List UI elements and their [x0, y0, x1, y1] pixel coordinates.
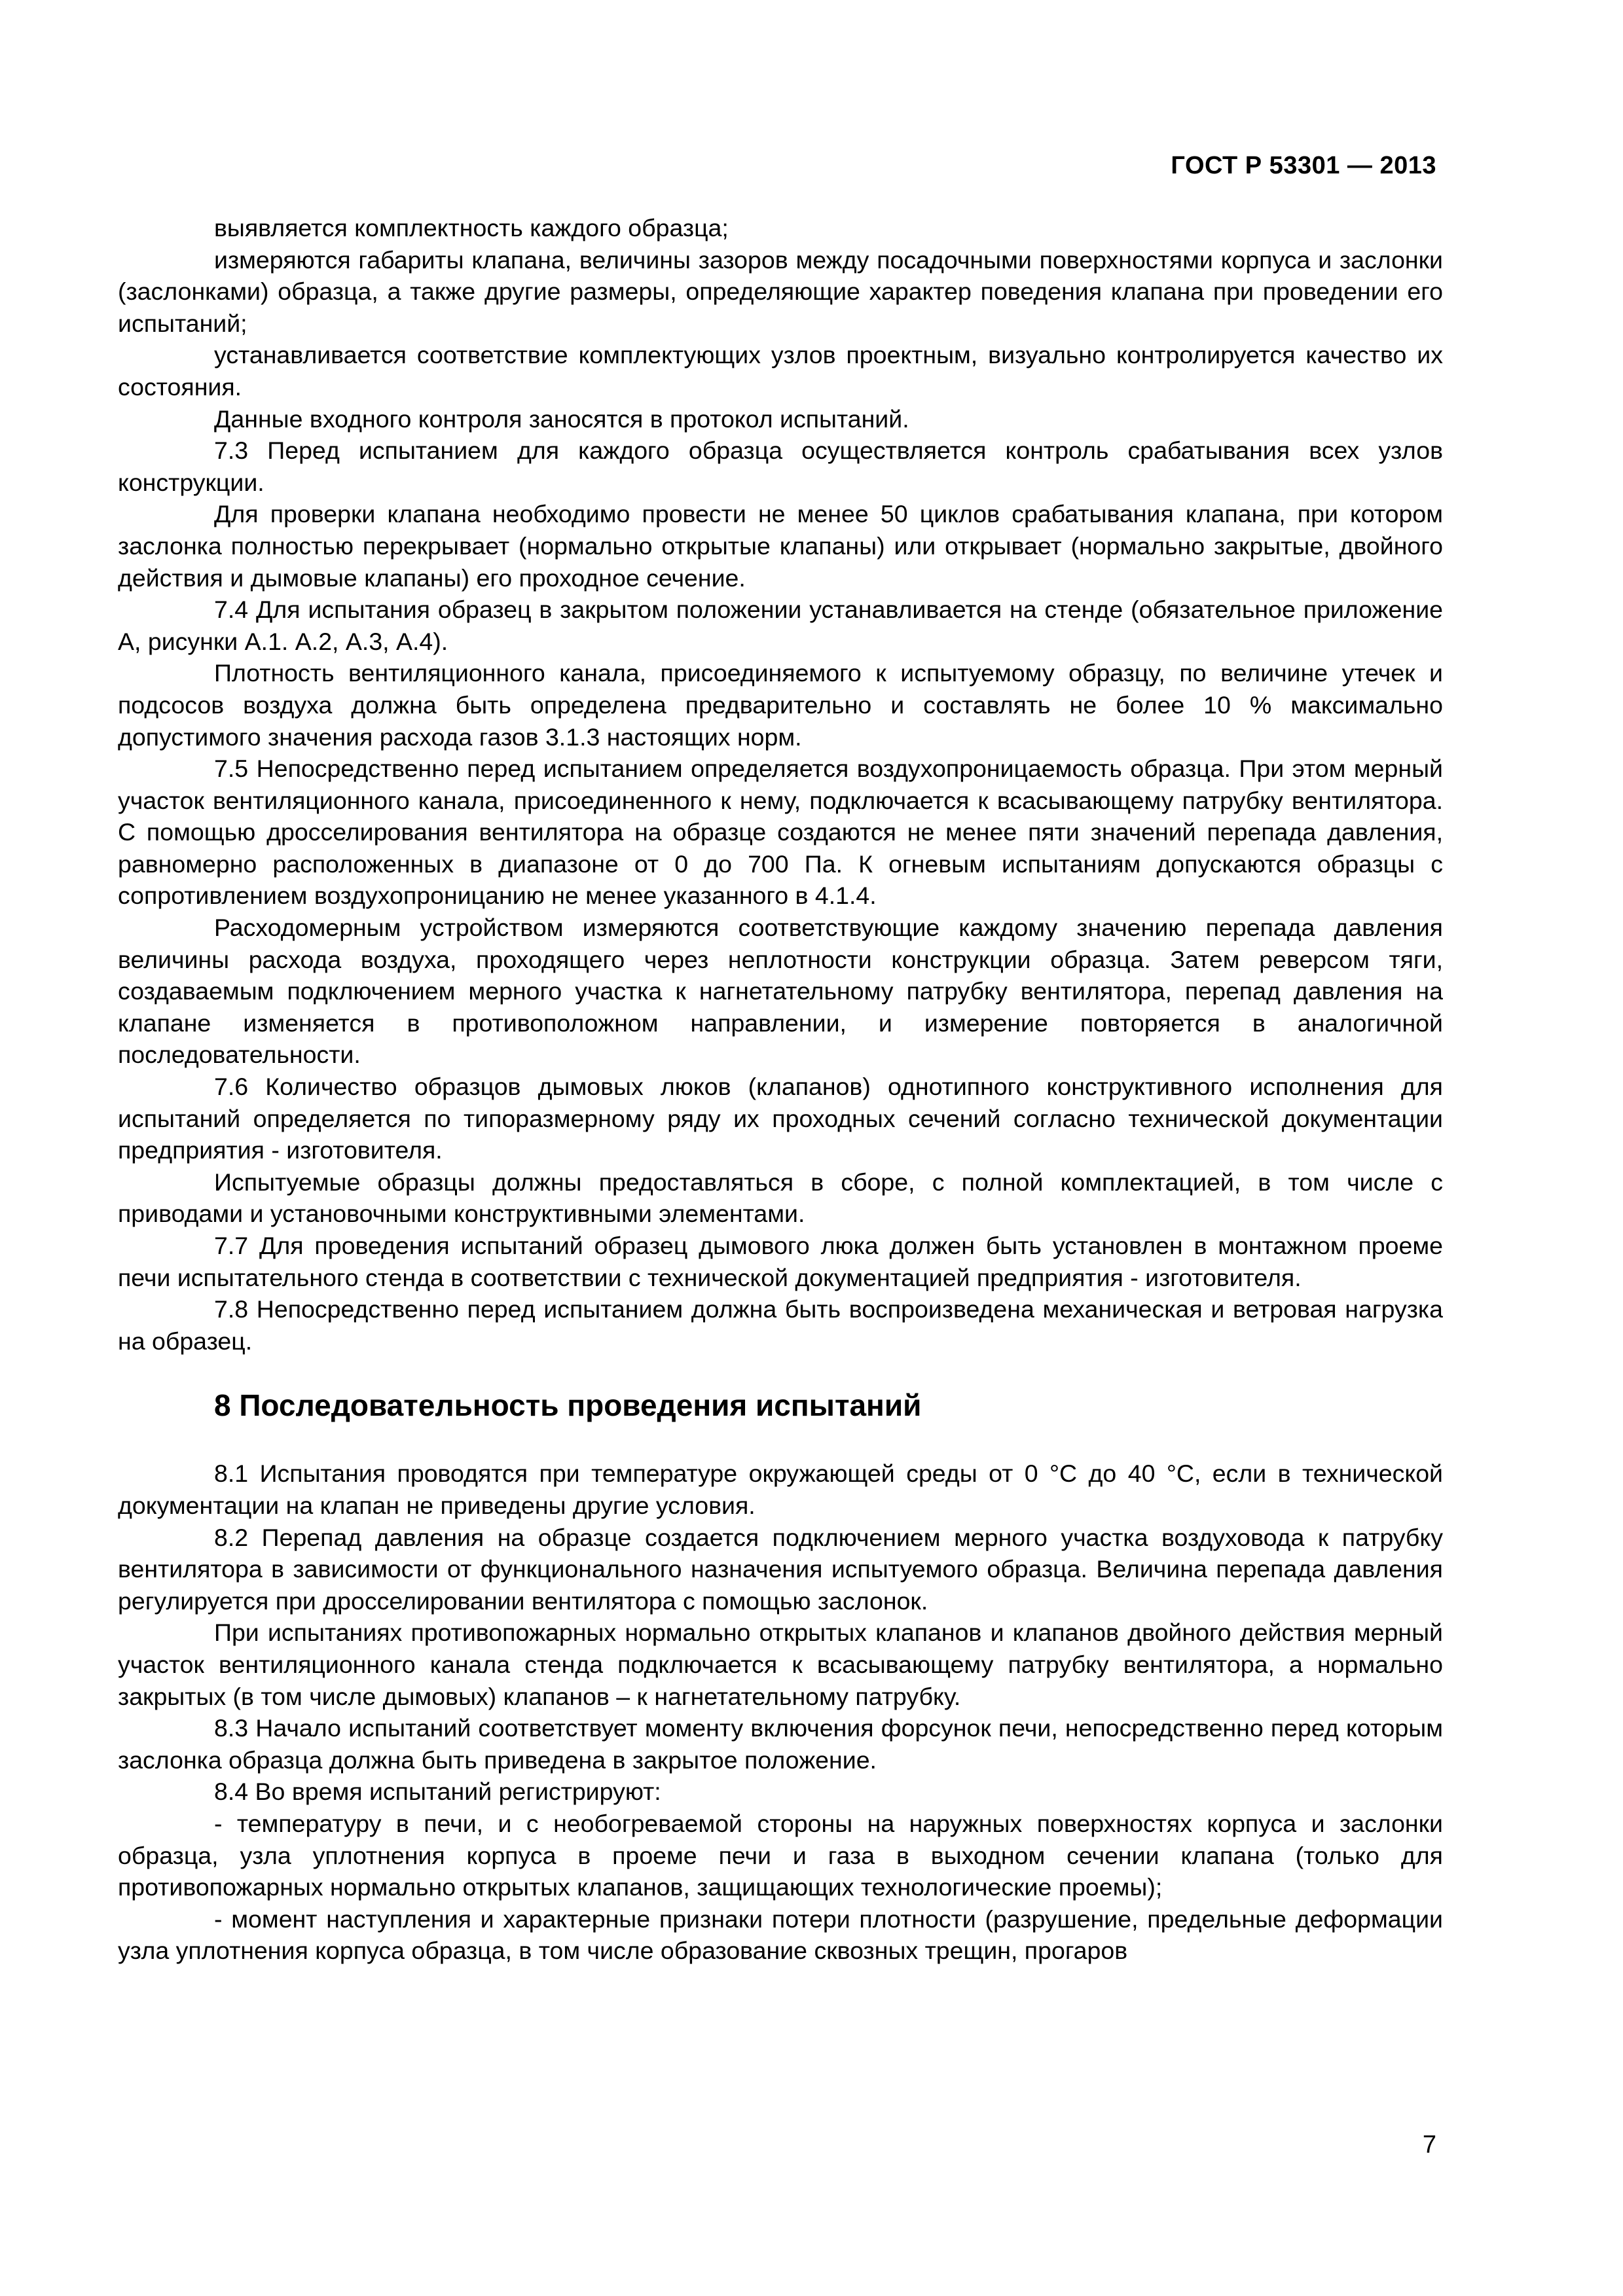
- paragraph: 7.4 Для испытания образец в закрытом положении устанавливается на стенде (обязательное приложение А, рисунки А.1. А.2, А.3, А.4).: [118, 596, 1443, 655]
- paragraph: 8.1 Испытания проводятся при температуре окружающей среды от 0 °С до 40 °С, если в технической документации на клапан не приведены другие условия.: [118, 1460, 1443, 1519]
- paragraph: 7.5 Непосредственно перед испытанием определяется воздухопроницаемость образца. При этом мерный участок вентиляционного канала, присоединенного к нему, подключается к всасывающему патрубку вентилятора. С помощью дросселирования вентилятора на образце создаются не менее пяти значений перепада давления, равномерно расположенных в диапазоне от 0 до 700 Па. К огневым испытаниям допускаются образцы с сопротивлением воздухопроницанию не менее указанного в 4.1.4.: [118, 755, 1443, 910]
- paragraph: 7.6 Количество образцов дымовых люков (клапанов) однотипного конструктивного исполнения для испытаний определяется по типоразмерному ряду их проходных сечений согласно технической документации предприятия - изготовителя.: [118, 1073, 1443, 1164]
- paragraph: 7.3 Перед испытанием для каждого образца осуществляется контроль срабатывания всех узлов конструкции.: [118, 437, 1443, 496]
- paragraph: 8.2 Перепад давления на образце создается подключением мерного участка воздуховода к патрубку вентилятора в зависимости от функционального назначения испытуемого образца. Величина перепада давления регулируется при дросселировании вентилятора с помощью заслонок.: [118, 1523, 1443, 1615]
- paragraph: Испытуемые образцы должны предоставляться в сборе, с полной комплектацией, в том числе с приводами и установочными конструктивными элементами.: [118, 1168, 1443, 1228]
- paragraph: Расходомерным устройством измеряются соответствующие каждому значению перепада давления величины расхода воздуха, проходящего через неплотности конструкции образца. Затем реверсом тяги, создаваемым подключением мерного участка к нагнетательному патрубку вентилятора, перепад давления на клапане изменяется в противоположном направлении, и измерение повторяется в аналогичной последовательности.: [118, 914, 1443, 1069]
- paragraph: устанавливается соответствие комплектующих узлов проектным, визуально контролируется качество их состояния.: [118, 341, 1443, 401]
- paragraph: При испытаниях противопожарных нормально открытых клапанов и клапанов двойного действия мерный участок вентиляционного канала стенда подключается к всасывающему патрубку вентилятора, а нормально закрытых (в том числе дымовых) клапанов – к нагнетательному патрубку.: [118, 1619, 1443, 1710]
- section-heading: 8 Последовательность проведения испытаний: [214, 1388, 922, 1423]
- paragraph: 7.8 Непосредственно перед испытанием должна быть воспроизведена механическая и ветровая нагрузка на образец.: [118, 1295, 1443, 1355]
- paragraph: - температуру в печи, и с необогреваемой стороны на наружных поверхностях корпуса и заслонки образца, узла уплотнения корпуса в проеме печи и газа в выходном сечении клапана (только для противопожарных нормально открытых клапанов, защищающих технологические проемы);: [118, 1809, 1443, 1901]
- paragraph: Плотность вентиляционного канала, присоединяемого к испытуемому образцу, по величине утечек и подсосов воздуха должна быть определена предварительно и составлять не более 10 % максимально допустимого значения расхода газов 3.1.3 настоящих норм.: [118, 659, 1443, 751]
- paragraph: 8.3 Начало испытаний соответствует моменту включения форсунок печи, непосредственно перед которым заслонка образца должна быть приведена в закрытое положение.: [118, 1714, 1443, 1774]
- paragraph: Для проверки клапана необходимо провести не менее 50 циклов срабатывания клапана, при котором заслонка полностью перекрывает (нормально открытые клапаны) или открывает (нормально закрытые, двойного действия и дымовые клапаны) его проходное сечение.: [118, 500, 1443, 592]
- paragraph: измеряются габариты клапана, величины зазоров между посадочными поверхностями корпуса и заслонки (заслонками) образца, а также другие размеры, определяющие характер поведения клапана при проведении его испытаний;: [118, 245, 1443, 337]
- paragraph: выявляется комплектность каждого образца;: [214, 214, 729, 242]
- paragraph: 8.4 Во время испытаний регистрируют:: [214, 1778, 661, 1806]
- paragraph: 7.7 Для проведения испытаний образец дымового люка должен быть установлен в монтажном проеме печи испытательного стенда в соответствии с технической документацией предприятия - изготовителя.: [118, 1232, 1443, 1291]
- paragraph: - момент наступления и характерные признаки потери плотности (разрушение, предельные деформации узла уплотнения корпуса образца, в том числе образование сквозных трещин, прогаров: [118, 1905, 1443, 1965]
- body-text: [118, 212, 1443, 1967]
- page-number: 7: [1422, 2131, 1436, 2159]
- paragraph: Данные входного контроля заносятся в протокол испытаний.: [214, 404, 909, 433]
- document-code: ГОСТ Р 53301 — 2013: [1171, 152, 1436, 179]
